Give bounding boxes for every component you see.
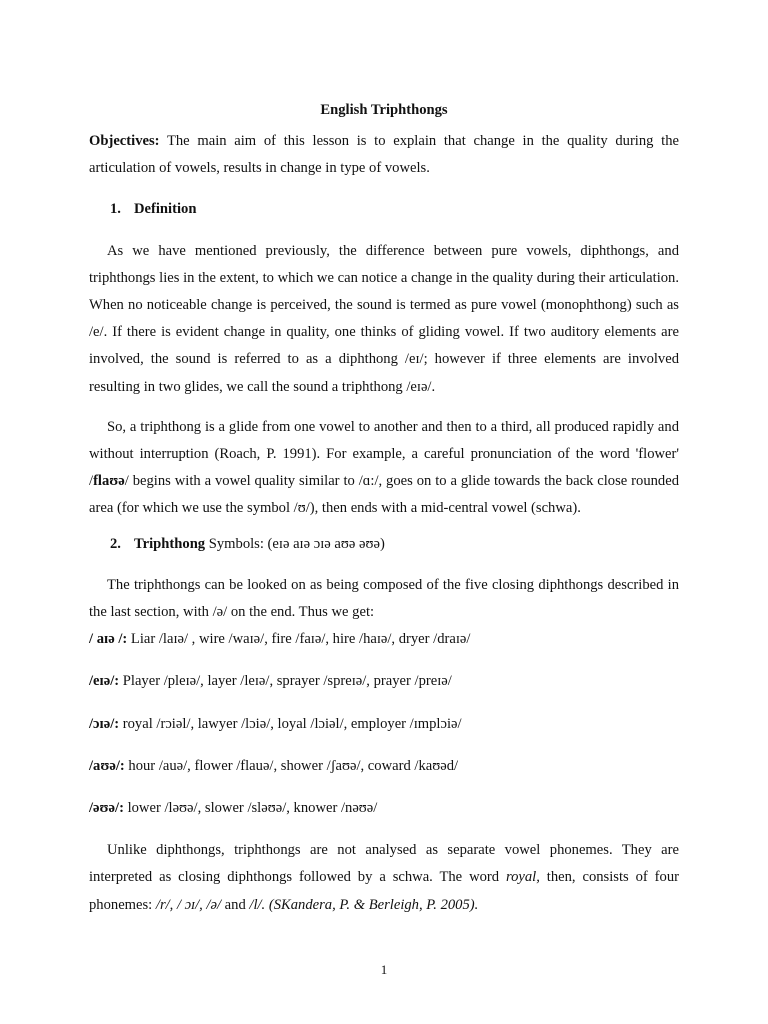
- example-line: [89, 668, 679, 695]
- phonemes-text-a: Unlike diphthongs, triphthongs are not analysed as separate vowel phonemes. They are interpreted as closing diphthongs followed by a schwa. The word: [89, 842, 679, 886]
- example-words: Liar /laɪə/ , wire /waɪə/, fire /faɪə/, hire /haɪə/, dryer /draɪə/: [127, 631, 471, 648]
- example-symbol: /ɔɪə/:: [89, 715, 120, 732]
- flower-text-b: / begins with a vowel quality similar to /ɑ:/, goes on to a glide towards the back close rounded area (for which we use the symbol /ʊ/), then ends with a mid-central vowel (schwa).: [89, 473, 679, 517]
- example-line: [89, 795, 679, 822]
- example-words: Player /pleɪə/, layer /leɪə/, sprayer /spreɪə/, prayer /preɪə/: [119, 673, 452, 690]
- section-heading-symbols: [89, 531, 679, 558]
- definition-paragraph: As we have mentioned previously, the difference between pure vowels, diphthongs, and triphthongs lies in the extent, to which we can notice a change in the quality during their articulation. When no noticeable change is perceived, the sound is termed as pure vowel (monophthong) such as /e/. If there is evident change in quality, one thinks of gliding vowel. If two auditory elements are involved, the sound is referred to as a diphthong /eɪ/; however if three elements are involved resulting in two glides, we call the sound a triphthong /eɪə/.: [89, 242, 679, 395]
- example-words: lower /ləʊə/, slower /sləʊə/, knower /nəʊə/: [123, 800, 378, 817]
- section-title: Definition: [134, 201, 197, 218]
- phonemes-text-b: then, consists of four phonemes:: [89, 869, 679, 913]
- royal-word: royal,: [505, 869, 540, 886]
- page-title: English Triphthongs: [320, 102, 448, 118]
- example-line: [89, 626, 679, 653]
- section-number: 1.: [110, 201, 121, 218]
- page-number: 1: [380, 962, 388, 977]
- section-title-rest: Symbols: (eɪə aɪə ɔɪə aʊə əʊə): [205, 535, 385, 552]
- example-symbol: /əʊə/:: [89, 800, 124, 817]
- phoneme-list: /r/, / ɔɪ/, /ə/: [155, 896, 222, 913]
- objectives-label: Objectives:: [89, 133, 160, 149]
- example-line: [89, 753, 679, 780]
- page-content: [89, 96, 679, 919]
- section-number: 2.: [110, 535, 121, 552]
- example-symbol: /aʊə/:: [89, 757, 125, 774]
- citation: /l/. (SKandera, P. & Berleigh, P. 2005).: [249, 896, 479, 913]
- objectives-paragraph: [89, 128, 679, 182]
- objectives-text: The main aim of this lesson is to explain that change in the quality during the articulation of vowels, results in change in type of vowels.: [89, 133, 679, 177]
- example-symbol: / aɪə /:: [89, 631, 128, 648]
- phonemes-paragraph: [89, 837, 679, 919]
- section-heading-definition: [89, 196, 679, 223]
- phonemes-text-c: and: [221, 896, 250, 913]
- flower-transcription: flaʊə: [93, 473, 125, 490]
- example-words: hour /auə/, flower /flauə/, shower /ʃaʊə/, coward /kaʊəd/: [124, 757, 459, 774]
- flower-text-a: So, a triphthong is a glide from one vowel to another and then to a third, all produced rapidly and without interruption (Roach, P. 1991). For example, a careful pronunciation of the word 'flower' /: [89, 418, 679, 490]
- example-symbol: /eɪə/:: [89, 673, 120, 690]
- example-words: royal /rɔiəl/, lawyer /lɔiə/, loyal /lɔiəl/, employer /ɪmplɔiə/: [119, 715, 462, 732]
- example-line: [89, 711, 679, 738]
- composition-paragraph: The triphthongs can be looked on as being composed of the five closing diphthongs described in the last section, with /ə/ on the end. Thus we get:: [89, 576, 679, 621]
- flower-paragraph: [89, 414, 679, 523]
- section-title-bold: Triphthong: [134, 535, 206, 552]
